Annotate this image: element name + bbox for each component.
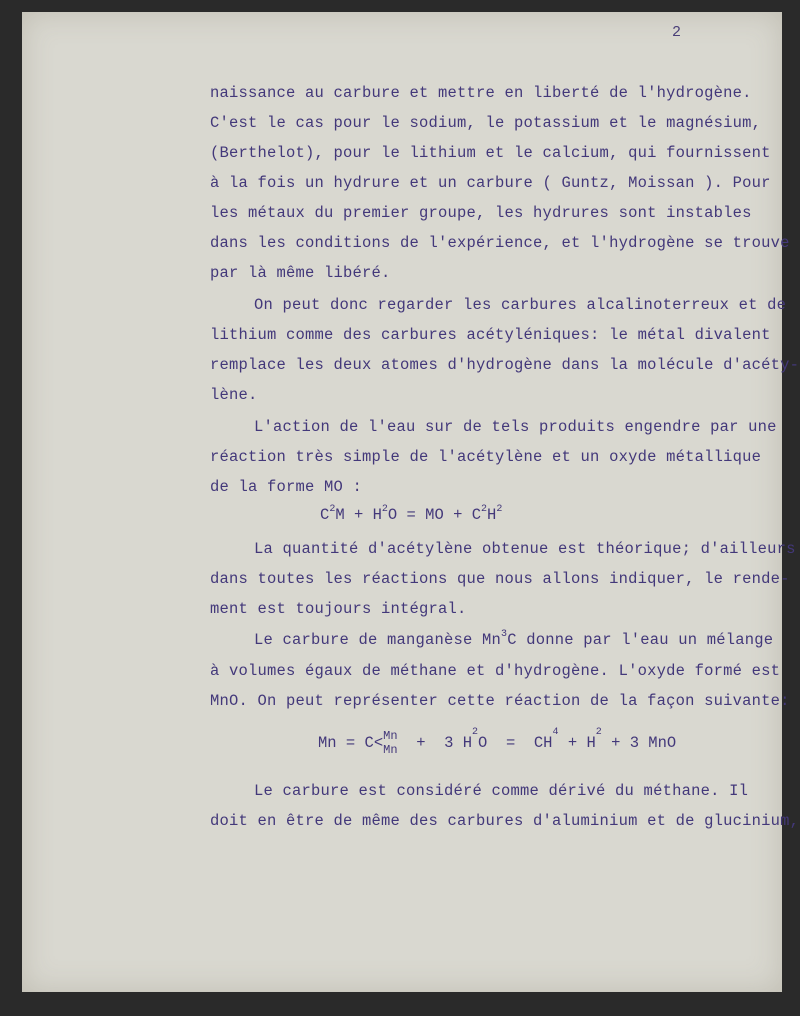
text-line: (Berthelot), pour le lithium et le calcium, qui fournissent	[210, 144, 771, 162]
text-line: C'est le cas pour le sodium, le potassium et le magnésium,	[210, 114, 762, 132]
text-line: Le carbure est considéré comme dérivé du méthane. Il	[254, 782, 749, 800]
text-line: à la fois un hydrure et un carbure ( Guntz, Moissan ). Pour	[210, 174, 771, 192]
text-line: doit en être de même des carbures d'aluminium et de glucinium,	[210, 812, 800, 830]
text-line: On peut donc regarder les carbures alcalinoterreux et de	[254, 296, 787, 314]
text-line: naissance au carbure et mettre en liberté de l'hydrogène.	[210, 84, 752, 102]
text-line: La quantité d'acétylène obtenue est théorique; d'ailleurs	[254, 540, 796, 558]
text-line: par là même libéré.	[210, 264, 391, 282]
text-line: les métaux du premier groupe, les hydrures sont instables	[210, 204, 752, 222]
text-line: réaction très simple de l'acétylène et un oxyde métallique	[210, 448, 762, 466]
text-line: remplace les deux atomes d'hydrogène dans la molécule d'acéty-	[210, 356, 800, 374]
text-line: ment est toujours intégral.	[210, 600, 467, 618]
text-line-mn3c: Le carbure de manganèse Mn$^3$C donne par l'eau un mélange	[254, 629, 774, 649]
document-page	[22, 12, 800, 992]
text-line: L'action de l'eau sur de tels produits engendre par une	[254, 418, 777, 436]
text-line: de la forme MO :	[210, 478, 363, 496]
text-line: dans toutes les réactions que nous allons indiquer, le rende-	[210, 570, 790, 588]
equation-manganese: Mn = C<Mn Mn + 3 $H^2O = CH^4 + H^2 + 3$ MnO	[318, 727, 677, 757]
text-line: lithium comme des carbures acétyléniques: le métal divalent	[210, 326, 771, 344]
text-line: lène.	[210, 386, 258, 404]
text-line: à volumes égaux de méthane et d'hydrogène. L'oxyde formé est	[210, 662, 781, 680]
equation-acetylene: $C^2M + H^2O$ = MO + $C^2H^2$	[320, 504, 503, 524]
text-line: dans les conditions de l'expérience, et l'hydrogène se trouve	[210, 234, 790, 252]
page-number: 2	[672, 24, 682, 41]
text-line: MnO. On peut représenter cette réaction de la façon suivante:	[210, 692, 790, 710]
